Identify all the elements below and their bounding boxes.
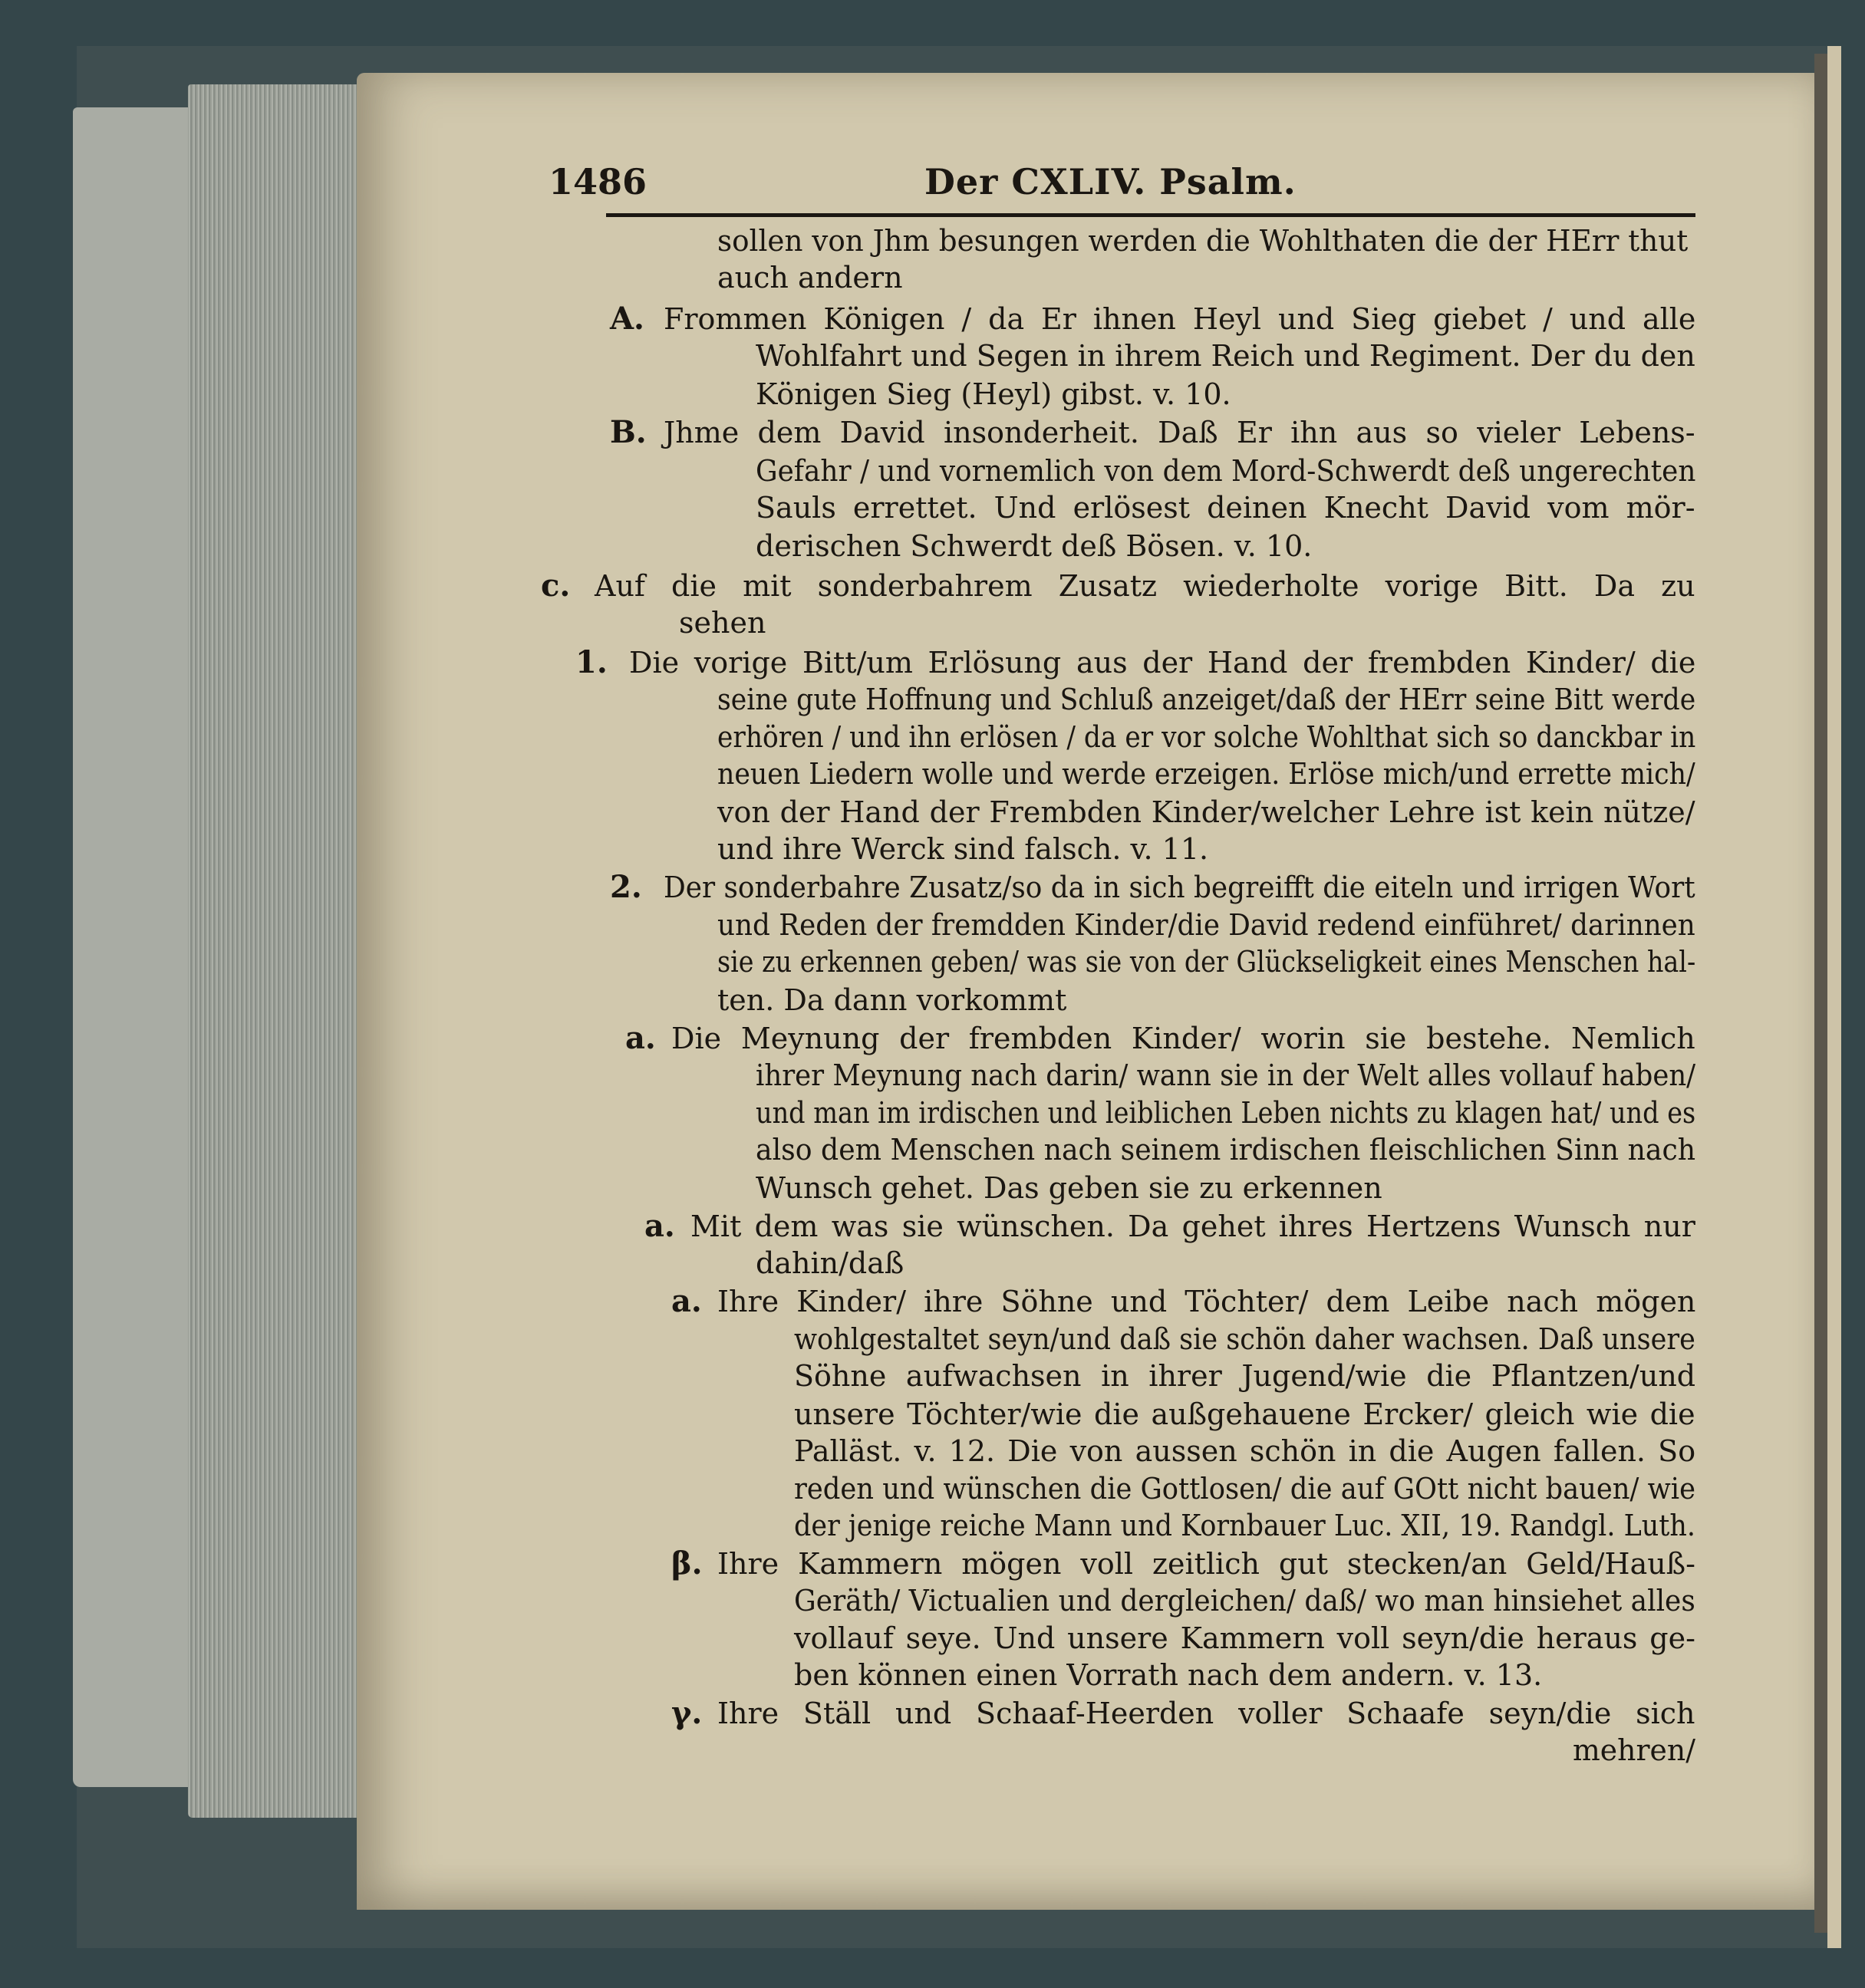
item-marker: γ. — [671, 1695, 703, 1731]
text-line: also dem Menschen nach seinem irdischen fleischlichen Sinn nach — [756, 1133, 1696, 1167]
item-marker: 2. — [610, 869, 642, 905]
text-line: Frommen Königen / da Er ihnen Heyl und Sieg giebet / und alle — [664, 302, 1696, 336]
running-title: Der CXLIV. Psalm. — [924, 161, 1297, 202]
text-line: und Reden der fremdden Kinder/die David redend einführet/ darinnen — [717, 908, 1695, 942]
header-rule — [606, 213, 1695, 217]
page-number: 1486 — [549, 161, 647, 202]
text-line: sehen — [679, 606, 766, 640]
text-line: seine gute Hoffnung und Schluß anzeiget/daß der HErr seine Bitt werde — [717, 683, 1696, 716]
item-marker: a. — [625, 1020, 656, 1056]
item-marker: a. — [644, 1208, 675, 1244]
text-line: Auf die mit sonderbahrem Zusatz wiederholte vorige Bitt. Da zu — [595, 569, 1695, 603]
text-line: reden und wünschen die Gottlosen/ die auf GOtt nicht bauen/ wie — [794, 1472, 1695, 1506]
text-line: Gefahr / und vornemlich von dem Mord-Schwerdt deß ungerechten — [756, 454, 1696, 488]
text-line: Palläst. v. 12. Die von aussen schön in die Augen fallen. So — [794, 1434, 1696, 1468]
text-line: der jenige reiche Mann und Kornbauer Luc. XII, 19. Randgl. Luth. — [794, 1509, 1695, 1542]
text-line: sollen von Jhm besungen werden die Wohlthaten die der HErr thut — [717, 224, 1689, 258]
text-line: ben können einen Vorrath nach dem andern. v. 13. — [794, 1658, 1543, 1692]
text-line: sie zu erkennen geben/ was sie von der Glückseligkeit eines Menschen hal- — [717, 945, 1696, 979]
text-line: ihrer Meynung nach darin/ wann sie in der Welt alles vollauf haben/ — [756, 1058, 1696, 1092]
text-line: erhören / und ihn erlösen / da er vor solche Wohlthat sich so danckbar in — [717, 720, 1696, 754]
item-marker: 1. — [575, 644, 608, 680]
text-line: und ihre Werck sind falsch. v. 11. — [717, 832, 1209, 866]
text-line: Der sonderbahre Zusatz/so da in sich begreifft die eiteln und irrigen Wort — [664, 871, 1695, 904]
item-marker: c. — [541, 568, 571, 604]
text-line: Sauls errettet. Und erlösest deinen Knecht David vom mör- — [756, 491, 1695, 525]
text-line: ten. Da dann vorkommt — [717, 983, 1067, 1017]
text-line: mehren/ — [1573, 1733, 1695, 1767]
scan-background-left — [0, 0, 77, 1988]
page-header — [549, 161, 1699, 215]
item-marker: a. — [671, 1283, 702, 1319]
item-marker: β. — [671, 1545, 703, 1582]
text-line: derischen Schwerdt deß Bösen. v. 10. — [756, 529, 1313, 563]
scan-background-bottom — [0, 1948, 1865, 1988]
text-line: Wunsch gehet. Das geben sie zu erkennen — [756, 1171, 1382, 1205]
text-line: Jhme dem David insonderheit. Daß Er ihn aus so vieler Lebens- — [664, 416, 1695, 449]
text-line: wohlgestaltet seyn/und daß sie schön daher wachsen. Daß unsere — [794, 1322, 1695, 1356]
text-line: Ihre Kinder/ ihre Söhne und Töchter/ dem Leibe nach mögen — [717, 1285, 1696, 1318]
scan-background-right — [1841, 0, 1865, 1988]
text-line: und man im irdischen und leiblichen Leben nichts zu klagen hat/ und es — [756, 1096, 1696, 1130]
scan-background-top — [0, 0, 1865, 46]
text-line: auch andern — [717, 261, 903, 295]
text-line: Ihre Ställ und Schaaf-Heerden voller Schaafe seyn/die sich — [717, 1697, 1695, 1730]
item-marker: B. — [610, 414, 647, 450]
item-marker: A. — [610, 301, 644, 337]
text-line: von der Hand der Frembden Kinder/welcher Lehre ist kein nütze/ — [717, 795, 1695, 829]
text-line: Die Meynung der frembden Kinder/ worin sie bestehe. Nemlich — [671, 1022, 1695, 1055]
text-line: neuen Liedern wolle und werde erzeigen. Erlöse mich/und errette mich/ — [717, 757, 1695, 791]
text-line: Königen Sieg (Heyl) gibst. v. 10. — [756, 377, 1231, 411]
text-line: Söhne aufwachsen in ihrer Jugend/wie die Pflantzen/und — [794, 1359, 1696, 1393]
text-line: Ihre Kammern mögen voll zeitlich gut stecken/an Geld/Hauß- — [717, 1547, 1695, 1581]
text-line: dahin/daß — [756, 1246, 904, 1280]
text-line: Geräth/ Victualien und dergleichen/ daß/ wo man hinsiehet alles — [794, 1584, 1695, 1618]
text-line: Die vorige Bitt/um Erlösung aus der Hand der frembden Kinder/ die — [629, 646, 1696, 680]
text-line: unsere Töchter/wie die außgehauene Ercker/ gleich wie die — [794, 1397, 1695, 1431]
text-line: vollauf seye. Und unsere Kammern voll seyn/die heraus ge- — [794, 1621, 1695, 1655]
book-cover-edge — [73, 107, 203, 1787]
page-stack-edge — [188, 84, 364, 1818]
text-line: Mit dem was sie wünschen. Da gehet ihres Hertzens Wunsch nur — [690, 1210, 1695, 1243]
text-line: Wohlfahrt und Segen in ihrem Reich und Regiment. Der du den — [756, 339, 1695, 373]
